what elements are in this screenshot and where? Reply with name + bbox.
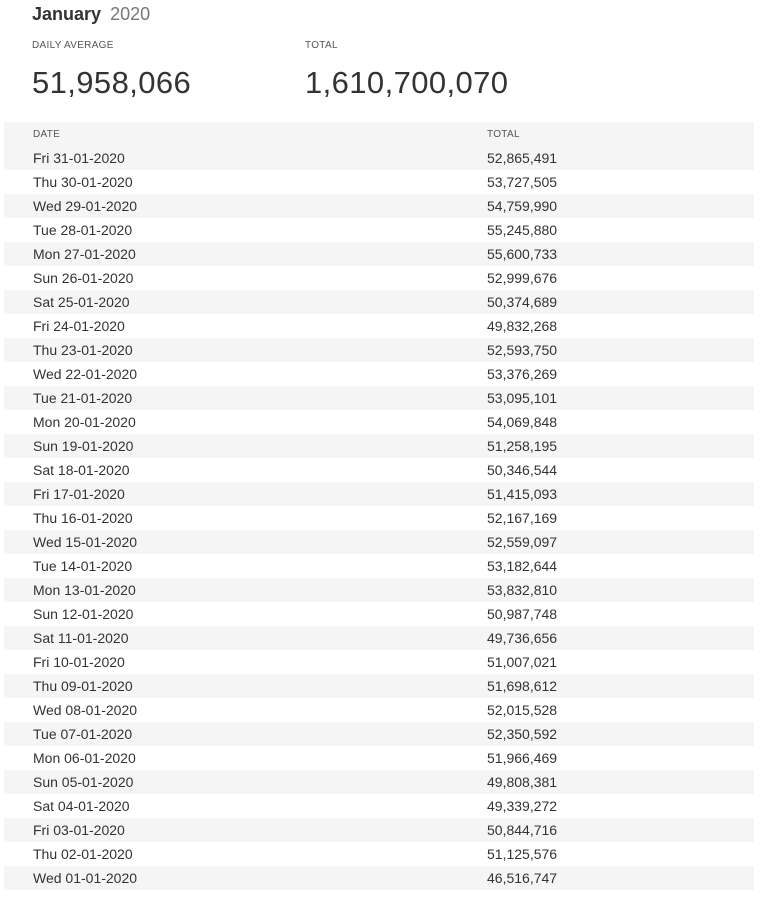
row-date: Fri 24-01-2020	[33, 318, 125, 334]
row-date: Sat 18-01-2020	[33, 462, 130, 478]
row-date: Sun 26-01-2020	[33, 270, 134, 286]
table-row	[4, 266, 754, 290]
table-row	[4, 698, 754, 722]
row-total: 53,832,810	[487, 582, 558, 598]
row-total: 52,167,169	[487, 510, 558, 526]
row-total: 54,069,848	[487, 414, 558, 430]
row-total: 49,339,272	[487, 798, 558, 814]
row-date: Wed 15-01-2020	[33, 534, 138, 550]
row-total: 51,698,612	[487, 678, 558, 694]
table-row	[4, 290, 754, 314]
table-row	[4, 218, 754, 242]
row-total: 54,759,990	[487, 198, 558, 214]
row-total: 50,844,716	[487, 822, 558, 838]
row-total: 53,376,269	[487, 366, 558, 382]
row-date: Tue 21-01-2020	[33, 390, 133, 406]
row-total: 52,015,528	[487, 702, 558, 718]
table-row	[4, 842, 754, 866]
row-date: Sat 04-01-2020	[33, 798, 130, 814]
row-total: 52,865,491	[487, 150, 558, 166]
table-row	[4, 338, 754, 362]
table-row	[4, 722, 754, 746]
row-date: Fri 03-01-2020	[33, 822, 125, 838]
daily-average-stat	[32, 40, 191, 100]
table-row	[4, 170, 754, 194]
row-total: 53,182,644	[487, 558, 558, 574]
row-total: 52,350,592	[487, 726, 558, 742]
row-total: 52,593,750	[487, 342, 558, 358]
table-row	[4, 482, 754, 506]
table-row	[4, 746, 754, 770]
row-date: Thu 02-01-2020	[33, 846, 133, 862]
row-date: Sat 11-01-2020	[33, 630, 129, 646]
table-row	[4, 434, 754, 458]
row-total: 51,258,195	[487, 438, 558, 454]
row-total: 53,095,101	[487, 390, 558, 406]
row-date: Tue 14-01-2020	[33, 558, 133, 574]
daily-average-label: DAILY AVERAGE	[32, 40, 114, 51]
row-total: 51,966,469	[487, 750, 558, 766]
row-total: 53,727,505	[487, 174, 558, 190]
row-date: Mon 20-01-2020	[33, 414, 136, 430]
daily-average-value: 51,958,066	[32, 65, 192, 100]
column-header-total: TOTAL	[487, 128, 520, 140]
row-total: 55,245,880	[487, 222, 558, 238]
table-row	[4, 386, 754, 410]
row-date: Mon 13-01-2020	[33, 582, 136, 598]
row-total: 52,559,097	[487, 534, 558, 550]
table-row	[4, 818, 754, 842]
table-row	[4, 194, 754, 218]
table-row	[4, 578, 754, 602]
table-row	[4, 530, 754, 554]
page-title	[32, 4, 150, 24]
row-date: Sun 05-01-2020	[33, 774, 134, 790]
table-header	[4, 122, 754, 146]
table-row	[4, 146, 754, 170]
month-label: January	[32, 4, 102, 24]
table-row	[4, 458, 754, 482]
row-total: 52,999,676	[487, 270, 558, 286]
total-stat	[305, 40, 508, 100]
table-row	[4, 674, 754, 698]
row-total: 50,346,544	[487, 462, 558, 478]
table-row	[4, 866, 754, 890]
row-date: Thu 30-01-2020	[33, 174, 133, 190]
row-date: Sat 25-01-2020	[33, 294, 130, 310]
table-row	[4, 362, 754, 386]
row-total: 51,007,021	[487, 654, 558, 670]
table-row	[4, 650, 754, 674]
row-date: Wed 01-01-2020	[33, 870, 138, 886]
row-date: Tue 28-01-2020	[33, 222, 133, 238]
table-row	[4, 626, 754, 650]
row-date: Sun 19-01-2020	[33, 438, 134, 454]
row-date: Wed 08-01-2020	[33, 702, 138, 718]
table-row	[4, 242, 754, 266]
row-total: 55,600,733	[487, 246, 558, 262]
column-header-date: DATE	[33, 128, 61, 140]
table-row	[4, 554, 754, 578]
row-date: Tue 07-01-2020	[33, 726, 133, 742]
row-total: 51,415,093	[487, 486, 558, 502]
table-body	[4, 146, 754, 890]
table-row	[4, 314, 754, 338]
row-date: Mon 06-01-2020	[33, 750, 136, 766]
row-total: 46,516,747	[487, 870, 558, 886]
row-date: Wed 29-01-2020	[33, 198, 138, 214]
table-row	[4, 794, 754, 818]
row-total: 50,374,689	[487, 294, 558, 310]
row-date: Fri 17-01-2020	[33, 486, 125, 502]
table-row	[4, 602, 754, 626]
row-date: Fri 31-01-2020	[33, 150, 125, 166]
row-date: Thu 09-01-2020	[33, 678, 133, 694]
row-date: Wed 22-01-2020	[33, 366, 138, 382]
year-label: 2020	[110, 4, 151, 24]
table-row	[4, 506, 754, 530]
table-row	[4, 410, 754, 434]
row-date: Mon 27-01-2020	[33, 246, 136, 262]
row-date: Thu 23-01-2020	[33, 342, 133, 358]
daily-totals-table	[4, 122, 754, 890]
row-date: Sun 12-01-2020	[33, 606, 134, 622]
total-value: 1,610,700,070	[305, 65, 509, 100]
row-date: Thu 16-01-2020	[33, 510, 133, 526]
row-date: Fri 10-01-2020	[33, 654, 125, 670]
row-total: 49,832,268	[487, 318, 558, 334]
row-total: 49,808,381	[487, 774, 558, 790]
table-row	[4, 770, 754, 794]
total-label: TOTAL	[305, 40, 338, 51]
row-total: 49,736,656	[487, 630, 558, 646]
row-total: 50,987,748	[487, 606, 558, 622]
row-total: 51,125,576	[487, 846, 558, 862]
